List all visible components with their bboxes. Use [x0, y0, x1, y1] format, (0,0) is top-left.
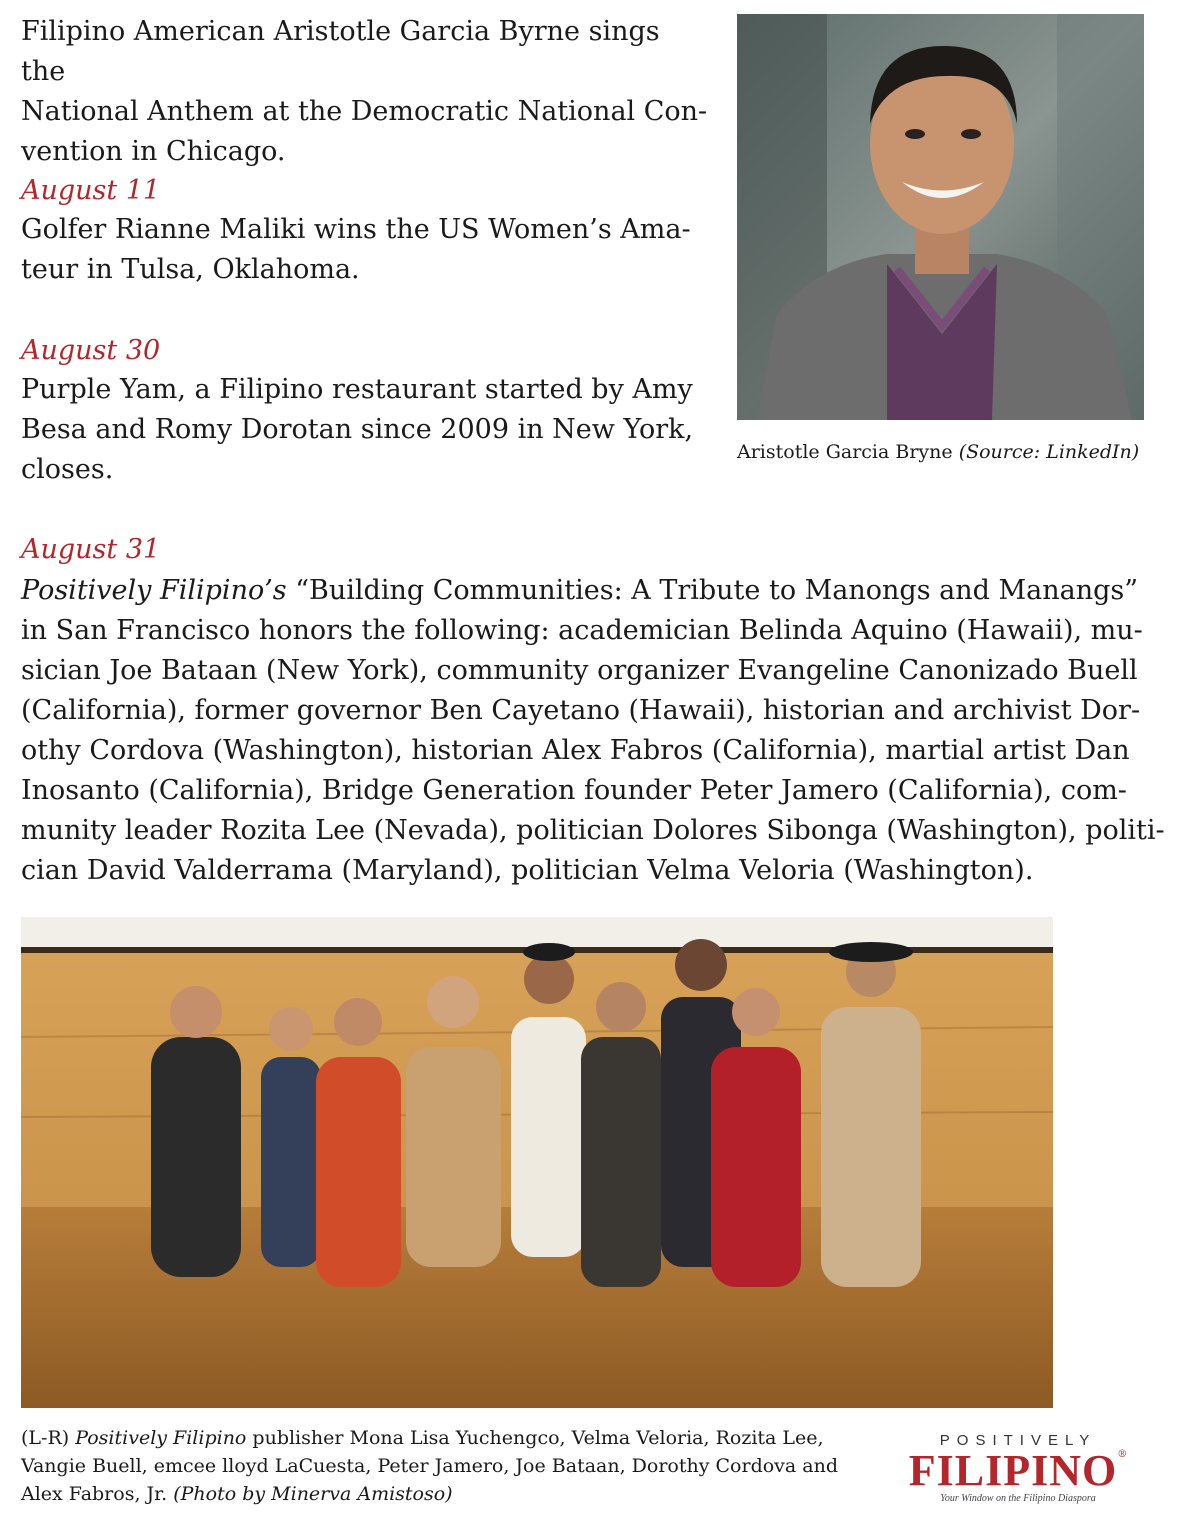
group-photo-caption	[21, 1424, 881, 1508]
logo-tagline: Your Window on the Filipino Diaspora	[940, 1493, 1096, 1504]
entry-august-31	[21, 531, 1171, 891]
entry-text	[21, 571, 1171, 891]
entry-text	[21, 370, 711, 490]
text-line: munity leader Rozita Lee (Nevada), politician Dolores Sibonga (Washington), politi-	[21, 815, 1165, 846]
group-photo	[21, 917, 1053, 1408]
photo-credit: (Photo by Minerva Amistoso)	[173, 1483, 453, 1505]
logo-main-row	[898, 1446, 1138, 1495]
logo-registered-mark: ®	[1117, 1449, 1128, 1460]
text-line: sician Joe Bataan (New York), community organizer Evangeline Canonizado Buell	[21, 655, 1138, 686]
entry-date: August 30	[21, 335, 161, 366]
portrait-caption-name: Aristotle Garcia Bryne	[737, 441, 959, 463]
text-line: Golfer Rianne Maliki wins the US Women’s Ama-	[21, 214, 691, 245]
text-line: Besa and Romy Dorotan since 2009 in New York,	[21, 414, 694, 445]
portrait-photo	[737, 14, 1144, 420]
portrait-caption-source: (Source: LinkedIn)	[958, 441, 1140, 463]
text-line: Positively Filipino’s “Building Communities: A Tribute to Manongs and Manangs”	[21, 575, 1139, 606]
entry-date: August 11	[21, 175, 161, 206]
text-line: vention in Chicago.	[21, 136, 286, 167]
entry-august-11	[21, 172, 711, 290]
logo-top-text: POSITIVELY	[939, 1432, 1097, 1449]
caption-line: Vangie Buell, emcee lloyd LaCuesta, Peter Jamero, Joe Bataan, Dorothy Cordova and	[21, 1455, 838, 1477]
entry-date: August 31	[21, 534, 161, 565]
entry-august-30	[21, 332, 711, 490]
text-line: Inosanto (California), Bridge Generation founder Peter Jamero (California), com-	[21, 775, 1127, 806]
text-line: closes.	[21, 454, 114, 485]
text-line: (California), former governor Ben Cayetano (Hawaii), historian and archivist Dor-	[21, 695, 1141, 726]
intro-paragraph	[21, 12, 711, 172]
positively-filipino-logo	[898, 1432, 1138, 1504]
text-line: teur in Tulsa, Oklahoma.	[21, 254, 360, 285]
publication-name: Positively Filipino’s	[21, 575, 287, 606]
logo-main-text: FILIPINO	[908, 1446, 1118, 1495]
caption-line: (L-R) Positively Filipino publisher Mona Lisa Yuchengco, Velma Veloria, Rozita Lee,	[21, 1427, 824, 1449]
text-line: Purple Yam, a Filipino restaurant started by Amy	[21, 374, 693, 405]
text-line: National Anthem at the Democratic National Con-	[21, 96, 708, 127]
text-line: Filipino American Aristotle Garcia Byrne sings the	[21, 16, 660, 87]
text-line: othy Cordova (Washington), historian Alex Fabros (California), martial artist Dan	[21, 735, 1130, 766]
caption-line: Alex Fabros, Jr. (Photo by Minerva Amistoso)	[21, 1483, 453, 1505]
text-line: cian David Valderrama (Maryland), politician Velma Veloria (Washington).	[21, 855, 1034, 886]
entry-text	[21, 210, 711, 290]
publication-name: Positively Filipino	[75, 1427, 247, 1449]
text-line: in San Francisco honors the following: academician Belinda Aquino (Hawaii), mu-	[21, 615, 1143, 646]
portrait-caption	[737, 438, 1157, 466]
